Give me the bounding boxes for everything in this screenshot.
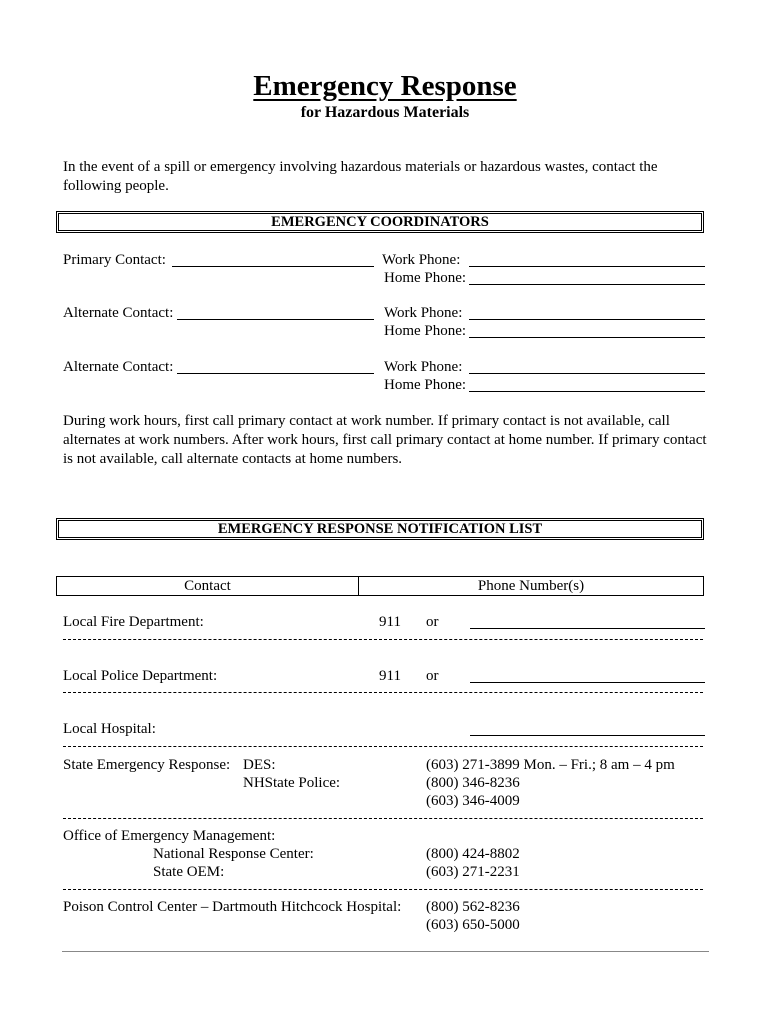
nh-state-police-phone-2: (603) 346-4009 [426, 793, 520, 809]
des-label: DES: [243, 757, 276, 773]
alternate-contact-1-field[interactable] [177, 319, 374, 320]
police-emergency-number: 911 [379, 668, 401, 684]
primary-contact-label: Primary Contact: [63, 252, 166, 268]
coordinators-heading: EMERGENCY COORDINATORS [56, 211, 704, 233]
fire-emergency-number: 911 [379, 614, 401, 630]
fire-or-text: or [426, 614, 439, 630]
national-response-center-label: National Response Center: [153, 846, 314, 862]
primary-work-phone-field[interactable] [469, 266, 705, 267]
police-or-text: or [426, 668, 439, 684]
separator [63, 746, 703, 747]
state-oem-label: State OEM: [153, 864, 225, 880]
intro-paragraph: In the event of a spill or emergency involving hazardous materials or hazardous wastes, contact the following people. [63, 159, 658, 194]
national-response-center-phone: (800) 424-8802 [426, 846, 520, 862]
alternate-2-home-phone-field[interactable] [469, 391, 705, 392]
primary-home-phone-field[interactable] [469, 284, 705, 285]
alternate-contact-2-label: Alternate Contact: [63, 359, 174, 375]
phone-column-header: Phone Number(s) [477, 578, 585, 594]
fire-department-label: Local Fire Department: [63, 614, 204, 630]
primary-contact-field[interactable] [172, 266, 374, 267]
primary-work-phone-label: Work Phone: [382, 252, 461, 268]
alternate-1-home-phone-label: Home Phone: [384, 323, 467, 339]
alternate-2-work-phone-label: Work Phone: [384, 359, 463, 375]
alternate-contact-1-label: Alternate Contact: [63, 305, 174, 321]
hospital-label: Local Hospital: [63, 721, 156, 737]
separator [63, 692, 703, 693]
poison-control-phone-1: (800) 562-8236 [426, 899, 520, 915]
oem-label: Office of Emergency Management: [63, 828, 276, 844]
state-emergency-label: State Emergency Response: [63, 757, 231, 773]
separator [63, 818, 703, 819]
instructions-paragraph: During work hours, first call primary contact at work number. If primary contact is not available, call alternates at work numbers. After work hours, first call primary contact at home number. If primary contact is not available, call alternate contacts at home numbers. [63, 413, 707, 467]
notification-table-header [56, 576, 704, 596]
alternate-1-work-phone-field[interactable] [469, 319, 705, 320]
alternate-2-work-phone-field[interactable] [469, 373, 705, 374]
primary-home-phone-label: Home Phone: [384, 270, 467, 286]
notification-heading: EMERGENCY RESPONSE NOTIFICATION LIST [56, 518, 704, 540]
poison-control-phone-2: (603) 650-5000 [426, 917, 520, 933]
police-phone-field[interactable] [470, 682, 705, 683]
alternate-1-home-phone-field[interactable] [469, 337, 705, 338]
des-phone: (603) 271-3899 Mon. – Fri.; 8 am – 4 pm [426, 757, 675, 773]
separator [63, 889, 703, 890]
alternate-1-work-phone-label: Work Phone: [384, 305, 463, 321]
bottom-rule [62, 951, 709, 952]
state-oem-phone: (603) 271-2231 [426, 864, 520, 880]
hospital-phone-field[interactable] [470, 735, 705, 736]
police-department-label: Local Police Department: [63, 668, 218, 684]
alternate-contact-2-field[interactable] [177, 373, 374, 374]
page-subtitle: for Hazardous Materials [300, 104, 470, 121]
fire-phone-field[interactable] [470, 628, 705, 629]
alternate-2-home-phone-label: Home Phone: [384, 377, 467, 393]
page-title: Emergency Response [253, 70, 517, 102]
contact-column-header: Contact [57, 577, 359, 595]
separator [63, 639, 703, 640]
nh-state-police-label: NHState Police: [243, 775, 341, 791]
nh-state-police-phone-1: (800) 346-8236 [426, 775, 520, 791]
poison-control-label: Poison Control Center – Dartmouth Hitchcock Hospital: [63, 899, 402, 915]
